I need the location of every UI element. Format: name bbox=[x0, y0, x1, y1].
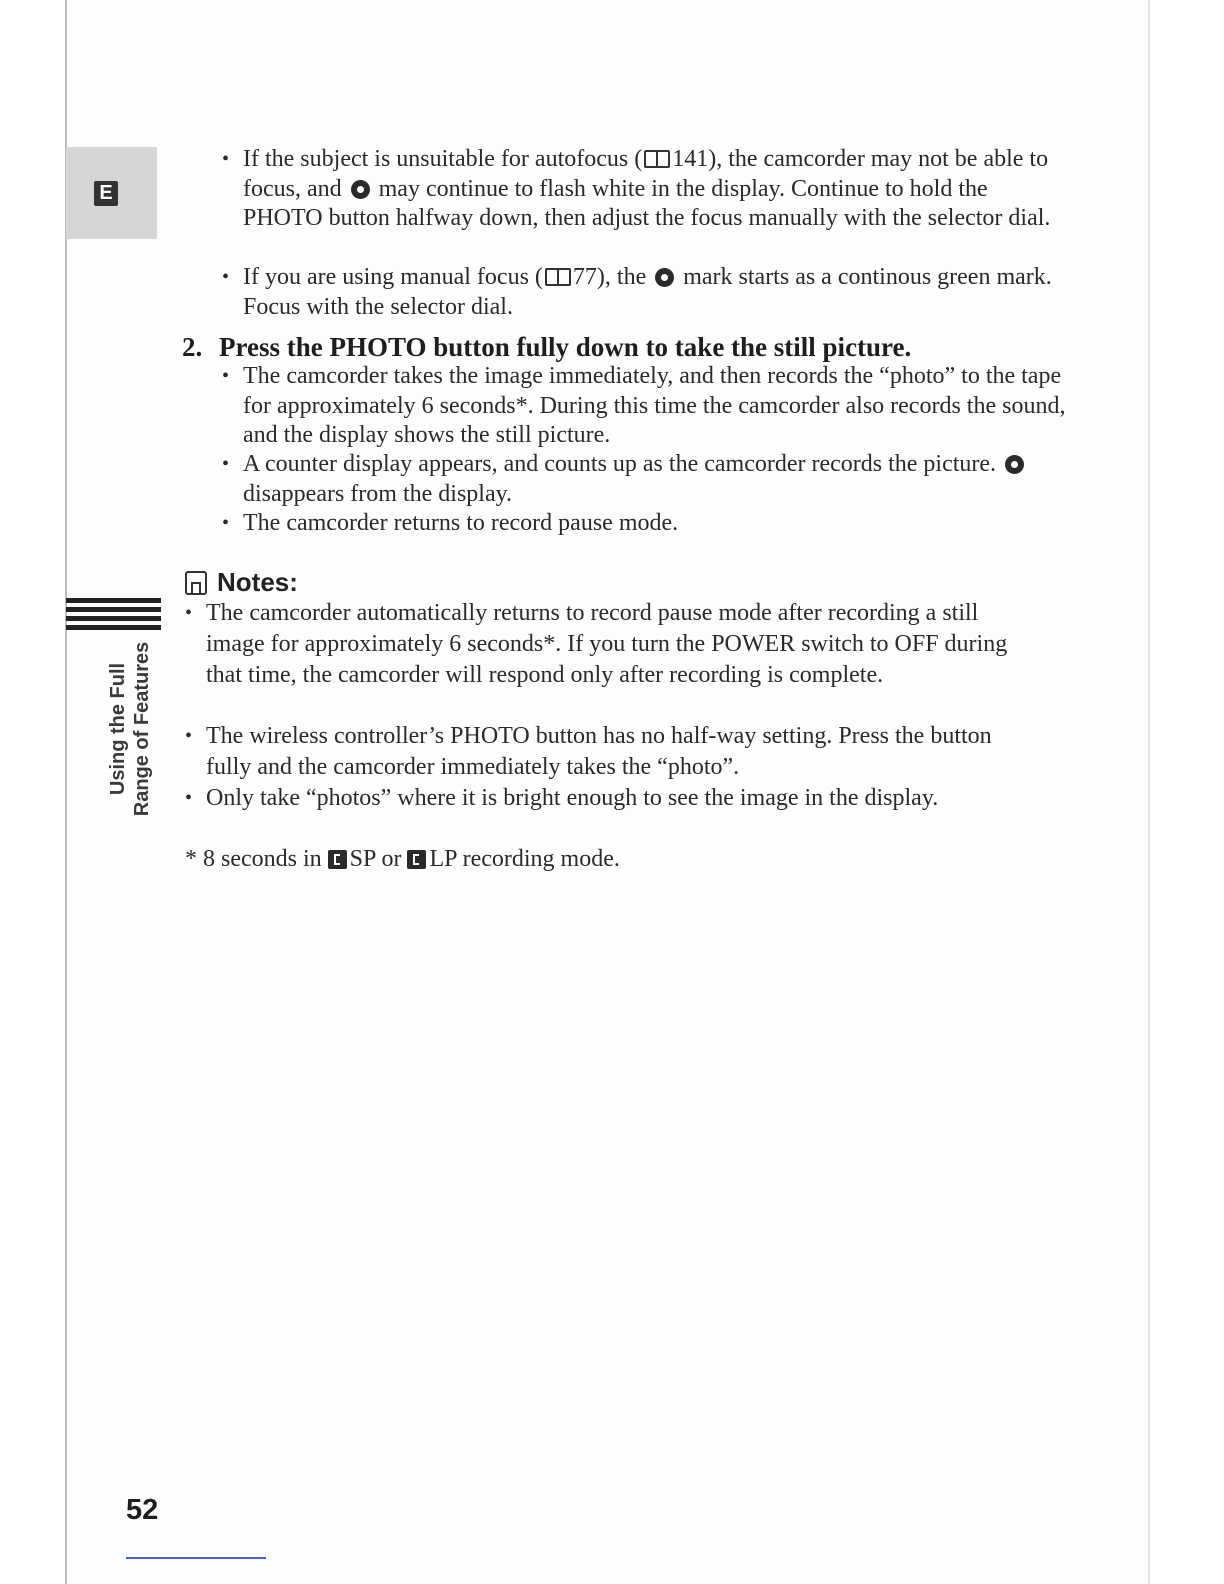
notes-heading bbox=[185, 567, 298, 598]
step-bullet-2 bbox=[243, 450, 1073, 509]
text-run: LP recording mode. bbox=[429, 846, 620, 872]
text-run: A counter display appears, and counts up as the camcorder records the picture. bbox=[243, 451, 997, 477]
step-title: Press the PHOTO button fully down to take the still picture. bbox=[219, 332, 912, 362]
text-run: 77), the bbox=[572, 264, 647, 290]
e-mode-icon bbox=[328, 850, 347, 869]
page-number: 52 bbox=[126, 1494, 159, 1526]
focus-mark-icon bbox=[351, 180, 370, 199]
footnote bbox=[185, 844, 620, 874]
note-item-2: • The wireless controller’s PHOTO button has no half-way setting. Press the button fully and the camcorder immediately takes the “photo”. bbox=[206, 721, 1036, 783]
book-ref-icon bbox=[644, 150, 670, 168]
intro-bullet-1 bbox=[243, 145, 1073, 234]
note-item-1: • The camcorder automatically returns to record pause mode after recording a still image for approximately 6 seconds*. If you turn the POWER switch to OFF during that time, the camcorder will respond only after recording is complete. bbox=[206, 598, 1036, 691]
text-run: 141), the camcorder may not be able to focus, and bbox=[243, 146, 1049, 202]
page-footer-rule bbox=[126, 1557, 266, 1559]
text-run: If you are using manual focus ( bbox=[243, 264, 543, 290]
text-run: disappears from the display. bbox=[243, 480, 513, 507]
note-item-3: • Only take “photos” where it is bright enough to see the image in the display. bbox=[206, 783, 1036, 814]
e-mode-icon bbox=[407, 850, 426, 869]
step-bullet-3: • The camcorder returns to record pause mode. bbox=[243, 509, 1073, 539]
marker-bar bbox=[66, 598, 161, 603]
language-tab bbox=[66, 147, 157, 239]
step-bullet-1: • The camcorder takes the image immediately, and then records the “photo” to the tape for approximately 6 seconds*. During this time the camcorder also records the sound, and the display shows the still picture. bbox=[243, 362, 1073, 451]
text-run: may continue to flash white in the display. Continue to hold the PHOTO button halfway down, then adjust the focus manually with the selector dial. bbox=[243, 175, 1051, 231]
side-label-line-2: Range of Features bbox=[131, 641, 153, 817]
text-run: * 8 seconds in bbox=[185, 846, 322, 872]
marker-bar bbox=[66, 607, 161, 612]
step-2-heading bbox=[182, 331, 1082, 363]
text-run: SP or bbox=[349, 846, 402, 872]
book-ref-icon bbox=[545, 268, 571, 286]
side-label-line-1: Using the Full bbox=[107, 662, 129, 796]
side-section-label bbox=[106, 619, 154, 839]
intro-bullet-2 bbox=[243, 263, 1073, 322]
focus-mark-icon bbox=[1005, 455, 1024, 474]
language-badge: E bbox=[94, 181, 118, 206]
page-edge-right bbox=[1148, 0, 1150, 1584]
focus-mark-icon bbox=[655, 268, 674, 287]
text-run: mark starts as a continous green mark. Focus with the selector dial. bbox=[243, 264, 1052, 320]
text-run: If the subject is unsuitable for autofocus ( bbox=[243, 146, 643, 172]
notes-heading-text: Notes: bbox=[217, 567, 298, 597]
note-icon bbox=[185, 571, 207, 595]
step-number: 2. bbox=[182, 332, 203, 362]
